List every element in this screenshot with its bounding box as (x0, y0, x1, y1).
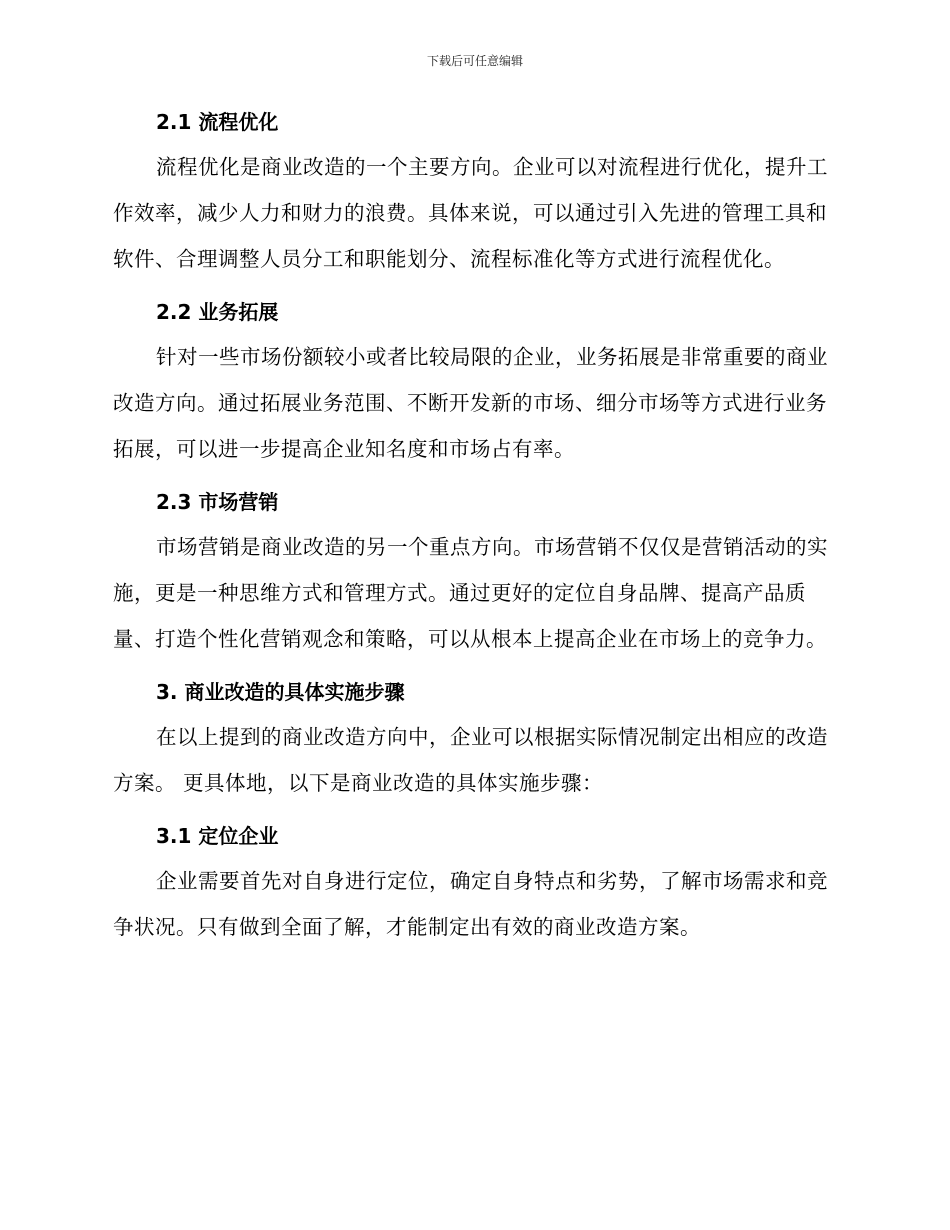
section-2-2 (113, 298, 831, 472)
section-paragraph: 针对一些市场份额较小或者比较局限的企业，业务拓展是非常重要的商业改造方向。通过拓展业务范围、不断开发新的市场、细分市场等方式进行业务拓展，可以进一步提高企业知名度和市场占有率。 (113, 345, 828, 461)
section-paragraph: 在以上提到的商业改造方向中，企业可以根据实际情况制定出相应的改造方案。 更具体地，以下是商业改造的具体实施步骤： (113, 725, 828, 795)
section-paragraph: 企业需要首先对自身进行定位，确定自身特点和劣势，了解市场需求和竞争状况。只有做到全面了解，才能制定出有效的商业改造方案。 (113, 869, 828, 939)
section-2-1 (113, 108, 831, 282)
section-heading: 2.1 流程优化 (156, 110, 279, 134)
section-heading: 3. 商业改造的具体实施步骤 (156, 680, 405, 704)
section-paragraph: 流程优化是商业改造的一个主要方向。企业可以对流程进行优化，提升工作效率，减少人力和财力的浪费。具体来说，可以通过引入先进的管理工具和软件、合理调整人员分工和职能划分、流程标准化等方式进行流程优化。 (113, 155, 828, 271)
section-3 (113, 678, 831, 806)
section-heading: 2.3 市场营销 (156, 490, 279, 514)
section-heading: 2.2 业务拓展 (156, 300, 279, 324)
section-paragraph: 市场营销是商业改造的另一个重点方向。市场营销不仅仅是营销活动的实施，更是一种思维方式和管理方式。通过更好的定位自身品牌、提高产品质量、打造个性化营销观念和策略，可以从根本上提高企业在市场上的竞争力。 (113, 535, 828, 651)
section-3-1 (113, 822, 831, 950)
section-heading: 3.1 定位企业 (156, 824, 279, 848)
page-header: 下载后可任意编辑 (426, 54, 523, 68)
section-2-3 (113, 488, 831, 662)
document-body (113, 108, 831, 950)
